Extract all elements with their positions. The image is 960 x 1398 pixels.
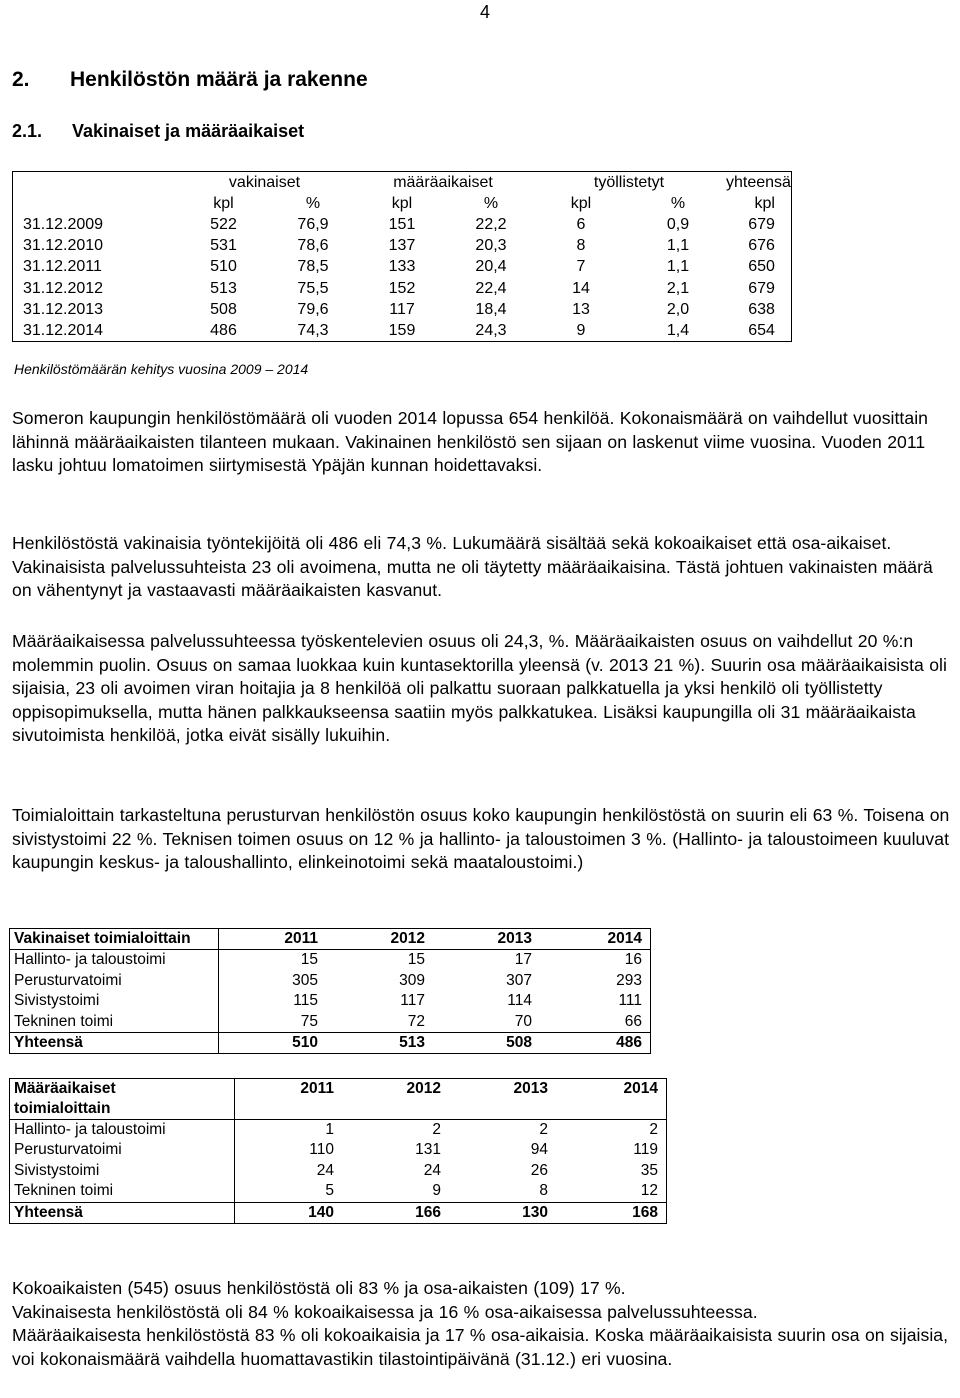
value-cell: 2: [432, 1121, 441, 1138]
unit-cell: kpl: [391, 195, 413, 213]
total-cell: 510: [219, 1033, 327, 1054]
value-cell: 115: [293, 992, 318, 1010]
unit-cell: %: [670, 195, 686, 213]
paragraph: Määräaikaisessa palvelussuhteessa työskentelevien osuus oli 24,3, %. Määräaikaisten osuus on vaihdellut 20 %:n molemmin puolin. Osuus on samaa luokkaa kuin kuntasektorilla yleensä (v. 2013 21 %). Suurin osa määräaikaisista oli sijaisia, 23 oli avoimen viran hoitajia ja 8 henkilöä oli palkattu suoraan palkkatuella ja yksi henkilö oli työllistetty oppisopimuksella, mutta hänen palkkaukseensa saatiin myös palkkatukea. Lisäksi kaupungilla oli 31 määräaikaista sivutoimista henkilöä, jotka eivät sisälly lukuihin.: [12, 631, 947, 745]
table-row: [13, 235, 792, 256]
total-label: Yhteensä: [10, 1202, 235, 1223]
value-cell: 2: [539, 1121, 548, 1138]
value-cell: 20,4: [475, 258, 507, 276]
total-cell: 166: [342, 1202, 449, 1223]
value-cell: 75: [300, 1012, 318, 1030]
group-tyollistetyt: työllistetyt: [593, 174, 665, 192]
value-cell: 8: [576, 237, 586, 255]
subsection-heading: [12, 121, 304, 142]
total-label: Yhteensä: [10, 1033, 219, 1054]
sector-cell: Sivistystoimi: [10, 1161, 235, 1181]
value-cell: 114: [507, 992, 532, 1010]
paragraph: Toimialoittain tarkasteltuna perusturvan henkilöstön osuus koko kaupungin henkilöstöstä on suurin eli 63 %. Toisena on sivistystoimi 22 %. Teknisen toimen osuus on 12 % ja hallinto- ja taloustoimen 3 %. (Hallinto- ja taloustoimeen kuuluvat kaupungin keskus- ja taloushallinto, elinkeinotoimi sekä maataloustoimi.): [12, 805, 950, 872]
subsection-title: Vakinaiset ja määräaikaiset: [72, 121, 305, 141]
table-row: [10, 991, 651, 1011]
table-row: [13, 320, 792, 342]
sector-cell: Tekninen toimi: [10, 1012, 219, 1033]
paragraph: Kokoaikaisten (545) osuus henkilöstöstä oli 83 % ja osa-aikaisten (109) 17 %.: [12, 1278, 626, 1298]
sector-cell: Hallinto- ja taloustoimi: [10, 1120, 235, 1141]
sector-cell: Perusturvatoimi: [10, 1140, 235, 1160]
value-cell: 638: [748, 300, 775, 318]
value-cell: 12: [640, 1182, 658, 1200]
value-cell: 110: [309, 1141, 334, 1159]
header-cell: Määräaikaiset toimialoittain: [10, 1079, 235, 1120]
table-row: [10, 1161, 667, 1181]
table-row: [10, 1181, 667, 1202]
value-cell: 1,1: [666, 258, 690, 276]
body-text: [12, 804, 952, 875]
value-cell: 513: [210, 279, 237, 297]
total-cell: 140: [235, 1202, 343, 1223]
section-title: Henkilöstön määrä ja rakenne: [70, 68, 368, 91]
table-group-header: [13, 172, 792, 194]
section-heading: [12, 68, 368, 92]
body-text: [12, 630, 952, 748]
table-header: [10, 929, 651, 950]
value-cell: 650: [748, 258, 775, 276]
header-cell: 2012: [326, 929, 433, 950]
header-cell: 2011: [235, 1079, 343, 1120]
sector-cell: Tekninen toimi: [10, 1181, 235, 1202]
value-cell: 20,3: [475, 237, 507, 255]
header-cell: 2012: [342, 1079, 449, 1120]
paragraph: Someron kaupungin henkilöstömäärä oli vuoden 2014 lopussa 654 henkilöä. Kokonaismäärä on vaihdellut vuosittain lähinnä määräaikaisten tilanteen mukaan. Vakinainen henkilöstö sen sijaan on laskenut viime vuosina. Vuoden 2011 lasku johtuu lomatoimen siirtymisestä Ypäjän kunnan hoidettavaksi.: [12, 408, 928, 475]
value-cell: 1,4: [666, 321, 690, 339]
total-cell: 486: [540, 1033, 651, 1054]
group-yhteensa: yhteensä: [726, 174, 791, 192]
value-cell: 17: [514, 951, 532, 969]
value-cell: 0,9: [666, 216, 690, 234]
value-cell: 94: [530, 1141, 548, 1159]
value-cell: 117: [400, 992, 425, 1010]
value-cell: 1: [325, 1121, 334, 1138]
table-row: [13, 299, 792, 320]
date-cell: 31.12.2013: [23, 300, 104, 318]
value-cell: 16: [624, 951, 642, 969]
value-cell: 307: [506, 971, 532, 989]
paragraph: Vakinaisesta henkilöstöstä oli 84 % kokoaikaisessa ja 16 % osa-aikaisessa palvelussuhteessa.: [12, 1301, 758, 1322]
value-cell: 117: [389, 300, 415, 318]
value-cell: 508: [210, 300, 237, 318]
unit-cell: %: [305, 195, 321, 213]
value-cell: 522: [210, 216, 237, 234]
paragraph: Määräaikaisesta henkilöstöstä 83 % oli kokoaikaisia ja 17 % osa-aikaisia. Koska määräaikaisista suurin osa on sijaisia, voi kokonaismäärä vaihdella huomattavastikin tilastointipäivänä (31.12.) eri vuosina.: [12, 1325, 949, 1369]
value-cell: 2: [649, 1121, 658, 1138]
value-cell: 26: [530, 1161, 548, 1179]
value-cell: 9: [576, 321, 586, 339]
value-cell: 7: [576, 258, 586, 276]
table-row: [13, 277, 792, 298]
total-cell: 513: [326, 1033, 433, 1054]
date-cell: 31.12.2009: [23, 216, 104, 234]
value-cell: 2,0: [666, 300, 690, 318]
staff-count-table: [12, 171, 792, 342]
value-cell: 159: [388, 321, 416, 339]
value-cell: 510: [210, 258, 237, 276]
value-cell: 15: [407, 951, 425, 969]
value-cell: 654: [748, 321, 775, 339]
sector-cell: Perusturvatoimi: [10, 971, 219, 991]
header-cell: 2013: [433, 929, 540, 950]
value-cell: 15: [300, 951, 318, 969]
group-maaraaikaiset: määräaikaiset: [393, 174, 493, 192]
paragraph: Henkilöstöstä vakinaisia työntekijöitä oli 486 eli 74,3 %. Lukumäärä sisältää sekä kokoaikaiset että osa-aikaiset. Vakinaisista palvelussuhteista 23 oli avoimena, mutta ne oli täytetty määräaikaisina. Tästä johtuen vakinaisten määrä on vähentynyt ja vastaavasti määräaikaisten kasvanut.: [12, 533, 933, 600]
header-cell: 2014: [556, 1079, 667, 1120]
value-cell: 2,1: [666, 279, 690, 297]
value-cell: 6: [576, 216, 586, 234]
value-cell: 72: [407, 1012, 425, 1030]
table-unit-header: [13, 193, 792, 214]
value-cell: 111: [618, 992, 642, 1010]
header-cell: Vakinaiset toimialoittain: [10, 929, 219, 950]
value-cell: 24,3: [475, 321, 507, 339]
header-cell: 2011: [219, 929, 327, 950]
table-row: [13, 214, 792, 235]
table-row: [13, 256, 792, 277]
value-cell: 76,9: [297, 216, 329, 234]
body-text: [12, 532, 952, 603]
page-number: 4: [480, 2, 491, 22]
value-cell: 679: [748, 279, 775, 297]
table-header: [10, 1079, 667, 1120]
value-cell: 22,2: [475, 216, 507, 234]
group-vakinaiset: vakinaiset: [228, 174, 301, 192]
header-cell: 2013: [449, 1079, 556, 1120]
value-cell: 293: [616, 971, 642, 989]
value-cell: 74,3: [297, 321, 329, 339]
value-cell: 13: [572, 300, 590, 318]
value-cell: 24: [423, 1161, 441, 1179]
value-cell: 5: [325, 1182, 334, 1200]
date-cell: 31.12.2012: [23, 279, 104, 297]
fixed-term-by-sector-table: [9, 1078, 667, 1224]
unit-cell: %: [483, 195, 499, 213]
table-row: [10, 1012, 651, 1033]
closing-text: [12, 1277, 952, 1371]
value-cell: 531: [210, 237, 237, 255]
unit-cell: kpl: [570, 195, 592, 213]
value-cell: 70: [514, 1012, 532, 1030]
value-cell: 131: [415, 1141, 441, 1159]
value-cell: 152: [388, 279, 416, 297]
section-number: 2.: [12, 68, 30, 91]
value-cell: 679: [748, 216, 775, 234]
value-cell: 8: [539, 1182, 548, 1200]
value-cell: 486: [210, 321, 237, 339]
date-cell: 31.12.2014: [23, 321, 104, 339]
value-cell: 22,4: [475, 279, 507, 297]
value-cell: 75,5: [297, 279, 329, 297]
date-cell: 31.12.2011: [23, 258, 102, 276]
value-cell: 137: [388, 237, 416, 255]
value-cell: 78,5: [297, 258, 329, 276]
value-cell: 18,4: [475, 300, 507, 318]
value-cell: 9: [432, 1182, 441, 1200]
value-cell: 309: [399, 971, 425, 989]
value-cell: 66: [624, 1012, 642, 1030]
table-row: [10, 971, 651, 991]
date-cell: 31.12.2010: [23, 237, 104, 255]
table-total-row: [10, 1033, 651, 1054]
value-cell: 119: [633, 1141, 658, 1159]
sector-cell: Hallinto- ja taloustoimi: [10, 950, 219, 971]
total-cell: 130: [449, 1202, 556, 1223]
body-text: [12, 407, 952, 478]
value-cell: 35: [640, 1161, 658, 1179]
unit-cell: kpl: [213, 195, 234, 213]
value-cell: 133: [388, 258, 416, 276]
sector-cell: Sivistystoimi: [10, 991, 219, 1011]
total-cell: 168: [556, 1202, 667, 1223]
total-cell: 508: [433, 1033, 540, 1054]
unit-cell: kpl: [754, 195, 775, 213]
table-row: [10, 1120, 667, 1141]
value-cell: 1,1: [666, 237, 690, 255]
value-cell: 24: [316, 1161, 334, 1179]
value-cell: 305: [292, 971, 318, 989]
header-cell: 2014: [540, 929, 651, 950]
value-cell: 79,6: [297, 300, 329, 318]
value-cell: 151: [388, 216, 416, 234]
table-total-row: [10, 1202, 667, 1223]
value-cell: 78,6: [297, 237, 329, 255]
subsection-number: 2.1.: [12, 121, 43, 141]
table-row: [10, 950, 651, 971]
value-cell: 676: [748, 237, 775, 255]
table-row: [10, 1140, 667, 1160]
table-caption: Henkilöstömäärän kehitys vuosina 2009 – 2014: [14, 361, 309, 377]
permanent-by-sector-table: [9, 928, 651, 1054]
value-cell: 14: [572, 279, 590, 297]
